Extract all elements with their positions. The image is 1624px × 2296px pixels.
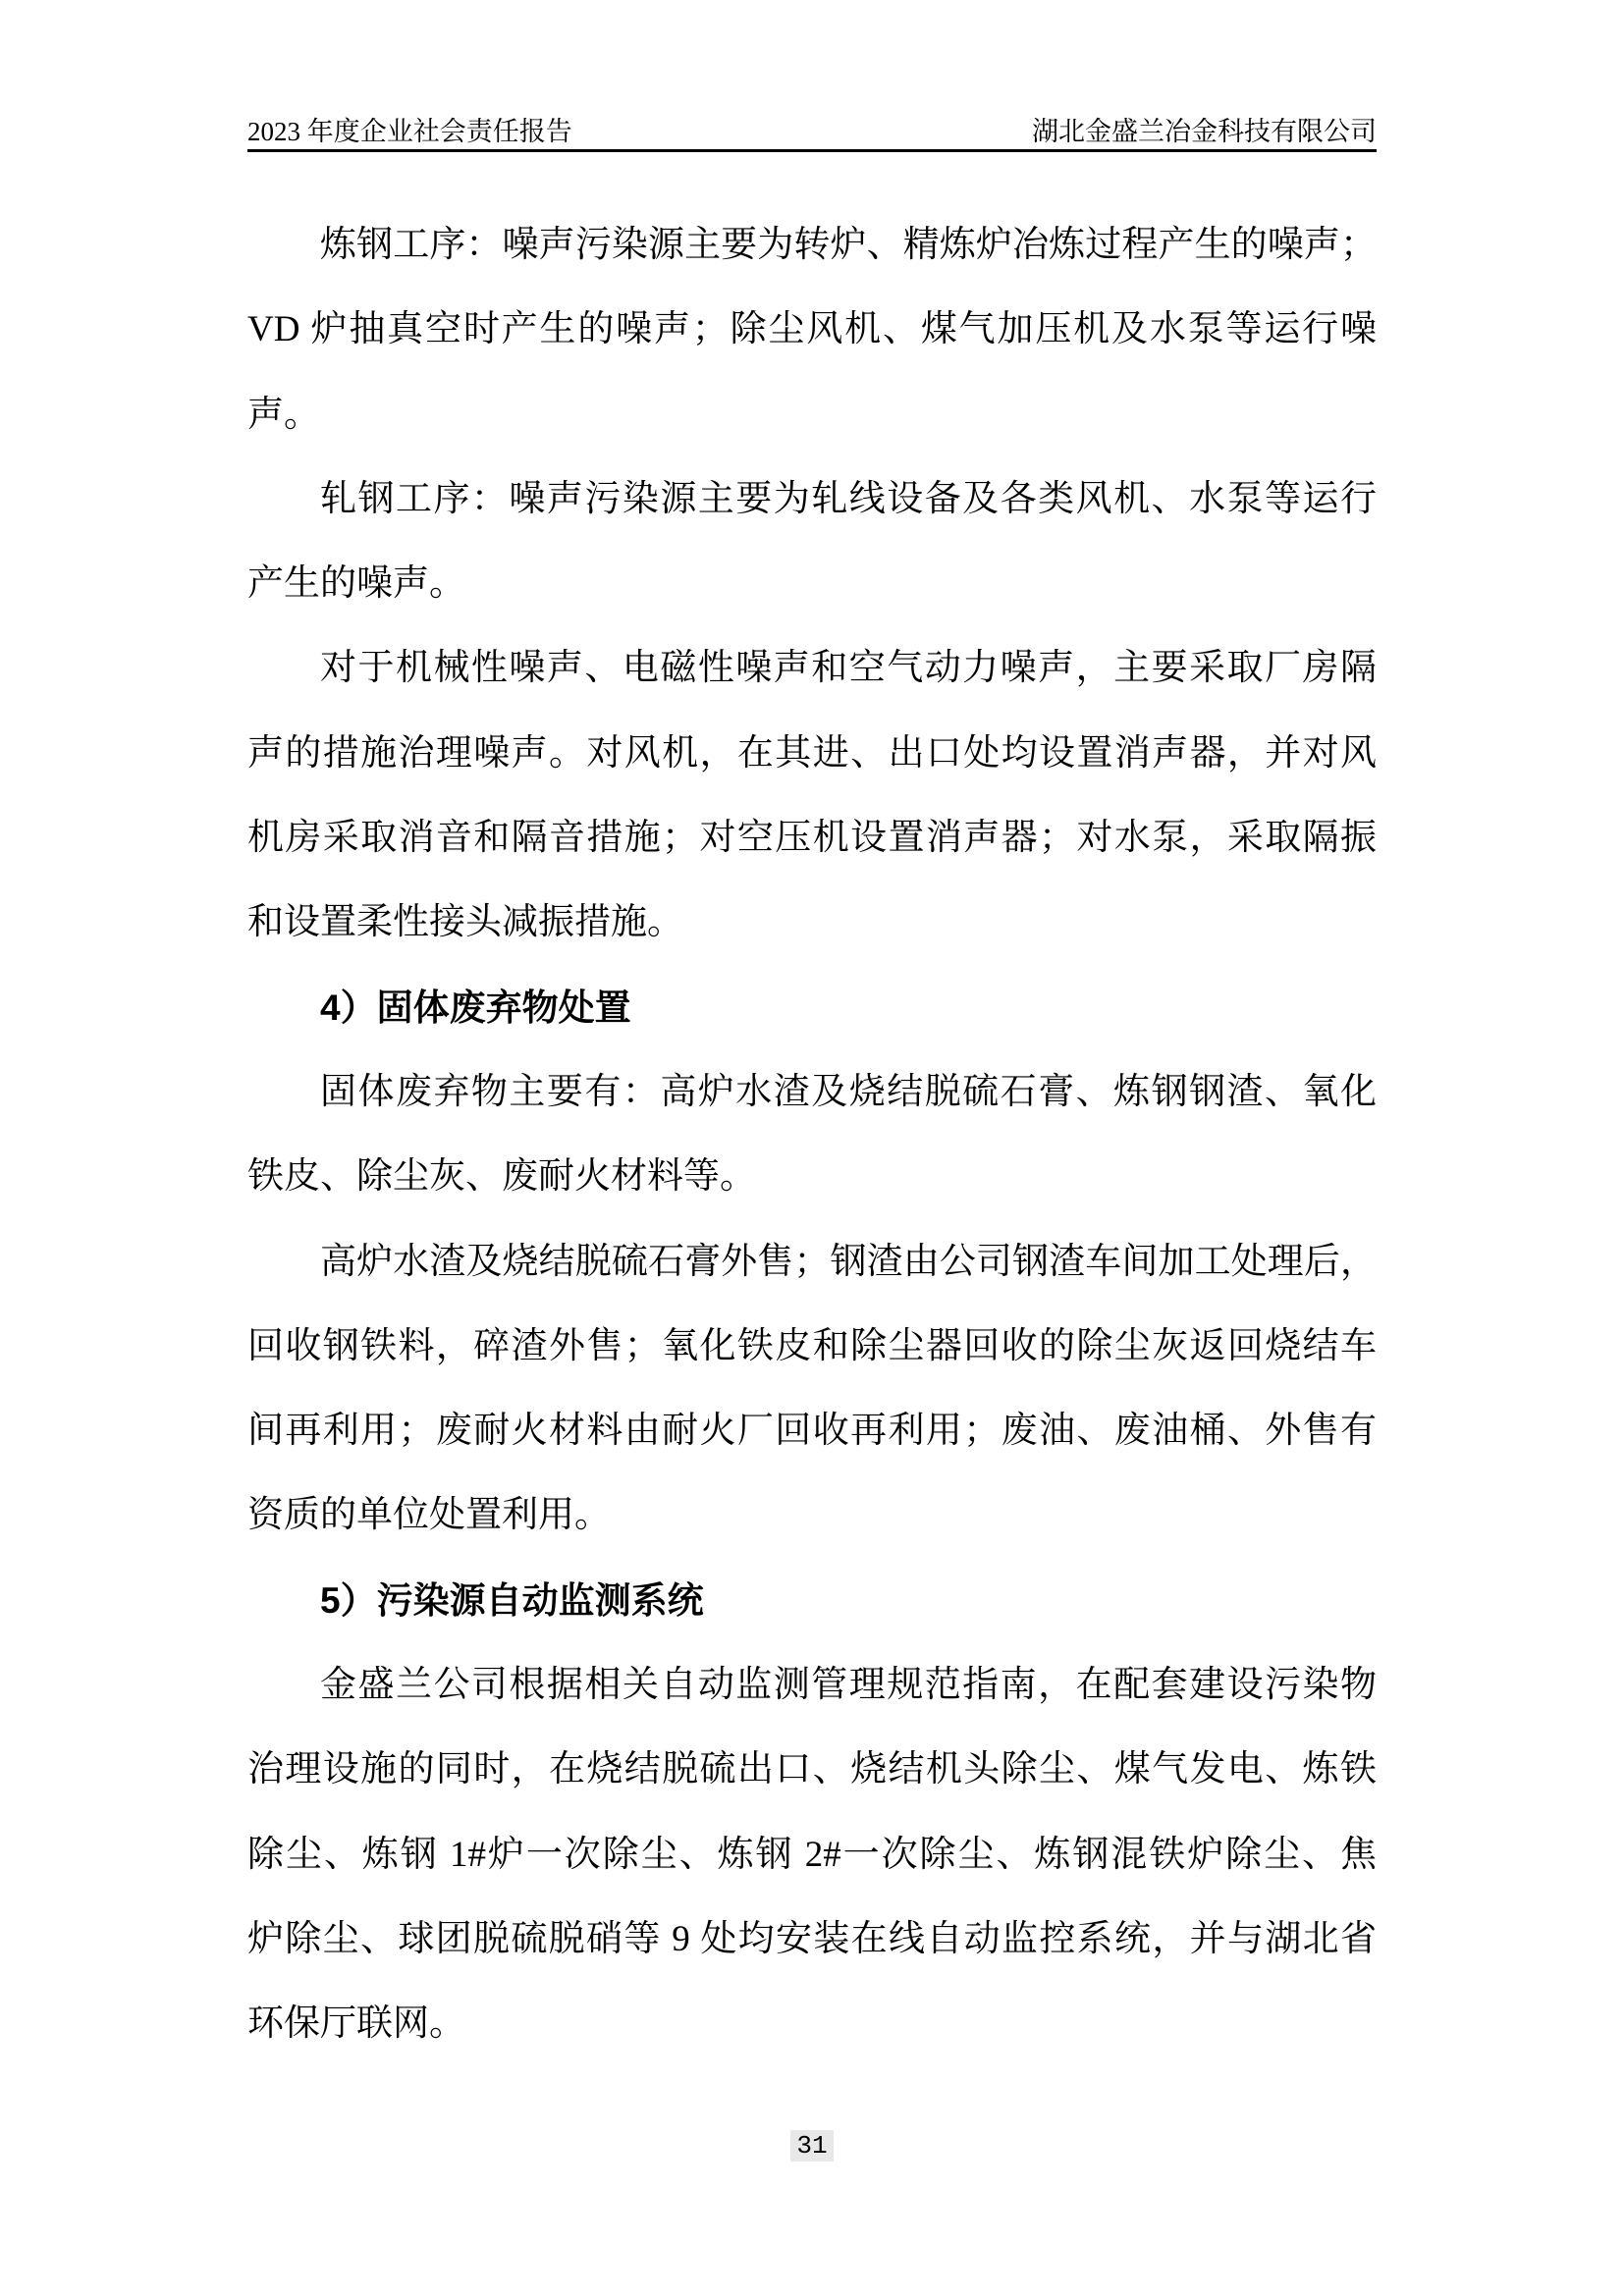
paragraph <box>247 203 1377 457</box>
paragraph-line: 固体废弃物主要有：高炉水渣及烧结脱硫石膏、炼钢钢渣、氧化 <box>320 1071 1377 1112</box>
paragraph-line: 炼钢工序：噪声污染源主要为转炉、精炼炉冶炼过程产生的噪声； <box>320 225 1377 265</box>
paragraph-line: 金盛兰公司根据相关自动监测管理规范指南，在配套建设污染物 <box>320 1665 1377 1706</box>
paragraph-line: 除尘、炼钢 1#炉一次除尘、炼钢 2#一次除尘、炼钢混铁炉除尘、焦 <box>247 1834 1377 1875</box>
paragraph-line: 和设置柔性接头减振措施。 <box>247 902 683 943</box>
paragraph-line: 铁皮、除尘灰、废耐火材料等。 <box>247 1156 756 1198</box>
paragraph-line: 声的措施治理噪声。对风机，在其进、出口处均设置消声器，并对风 <box>247 732 1377 774</box>
document-body <box>247 203 1377 2067</box>
paragraph <box>247 457 1377 627</box>
header-company-name: 湖北金盛兰冶金科技有限公司 <box>1032 117 1377 146</box>
paragraph <box>247 626 1377 965</box>
paragraph-line: VD 炉抽真空时产生的噪声；除尘风机、煤气加压机及水泵等运行噪 <box>247 309 1377 350</box>
paragraph-line: 高炉水渣及烧结脱硫石膏外售；钢渣由公司钢渣车间加工处理后， <box>320 1241 1377 1282</box>
paragraph <box>247 1220 1377 1559</box>
page-footer <box>0 2130 1624 2162</box>
paragraph-line: 治理设施的同时，在烧结脱硫出口、烧结机头除尘、煤气发电、炼铁 <box>247 1749 1377 1790</box>
paragraph-line: 产生的噪声。 <box>247 563 465 605</box>
header-report-title: 2023 年度企业社会责任报告 <box>247 117 572 146</box>
section-heading-text: 5）污染源自动监测系统 <box>320 1579 704 1621</box>
page-header <box>247 112 1377 152</box>
paragraph <box>247 1050 1377 1220</box>
paragraph-line: 对于机械性噪声、电磁性噪声和空气动力噪声，主要采取厂房隔 <box>320 648 1377 689</box>
paragraph-line: 机房采取消音和隔音措施；对空压机设置消声器；对水泵，采取隔振 <box>247 818 1377 859</box>
page-number: 31 <box>790 2130 833 2162</box>
paragraph-line: 炉除尘、球团脱硫脱硝等 9 处均安装在线自动监控系统，并与湖北省 <box>247 1918 1377 1959</box>
paragraph-line: 环保厅联网。 <box>247 2003 465 2045</box>
paragraph <box>247 1643 1377 2066</box>
paragraph-line: 资质的单位处置利用。 <box>247 1495 611 1536</box>
section-heading <box>247 1559 1377 1643</box>
paragraph-line: 声。 <box>247 394 320 435</box>
section-heading-text: 4）固体废弃物处置 <box>320 987 631 1028</box>
section-heading <box>247 966 1377 1050</box>
paragraph-line: 轧钢工序：噪声污染源主要为轧线设备及各类风机、水泵等运行 <box>320 478 1377 519</box>
paragraph-line: 回收钢铁料，碎渣外售；氧化铁皮和除尘器回收的除尘灰返回烧结车 <box>247 1325 1377 1366</box>
paragraph-line: 间再利用；废耐火材料由耐火厂回收再利用；废油、废油桶、外售有 <box>247 1411 1377 1452</box>
